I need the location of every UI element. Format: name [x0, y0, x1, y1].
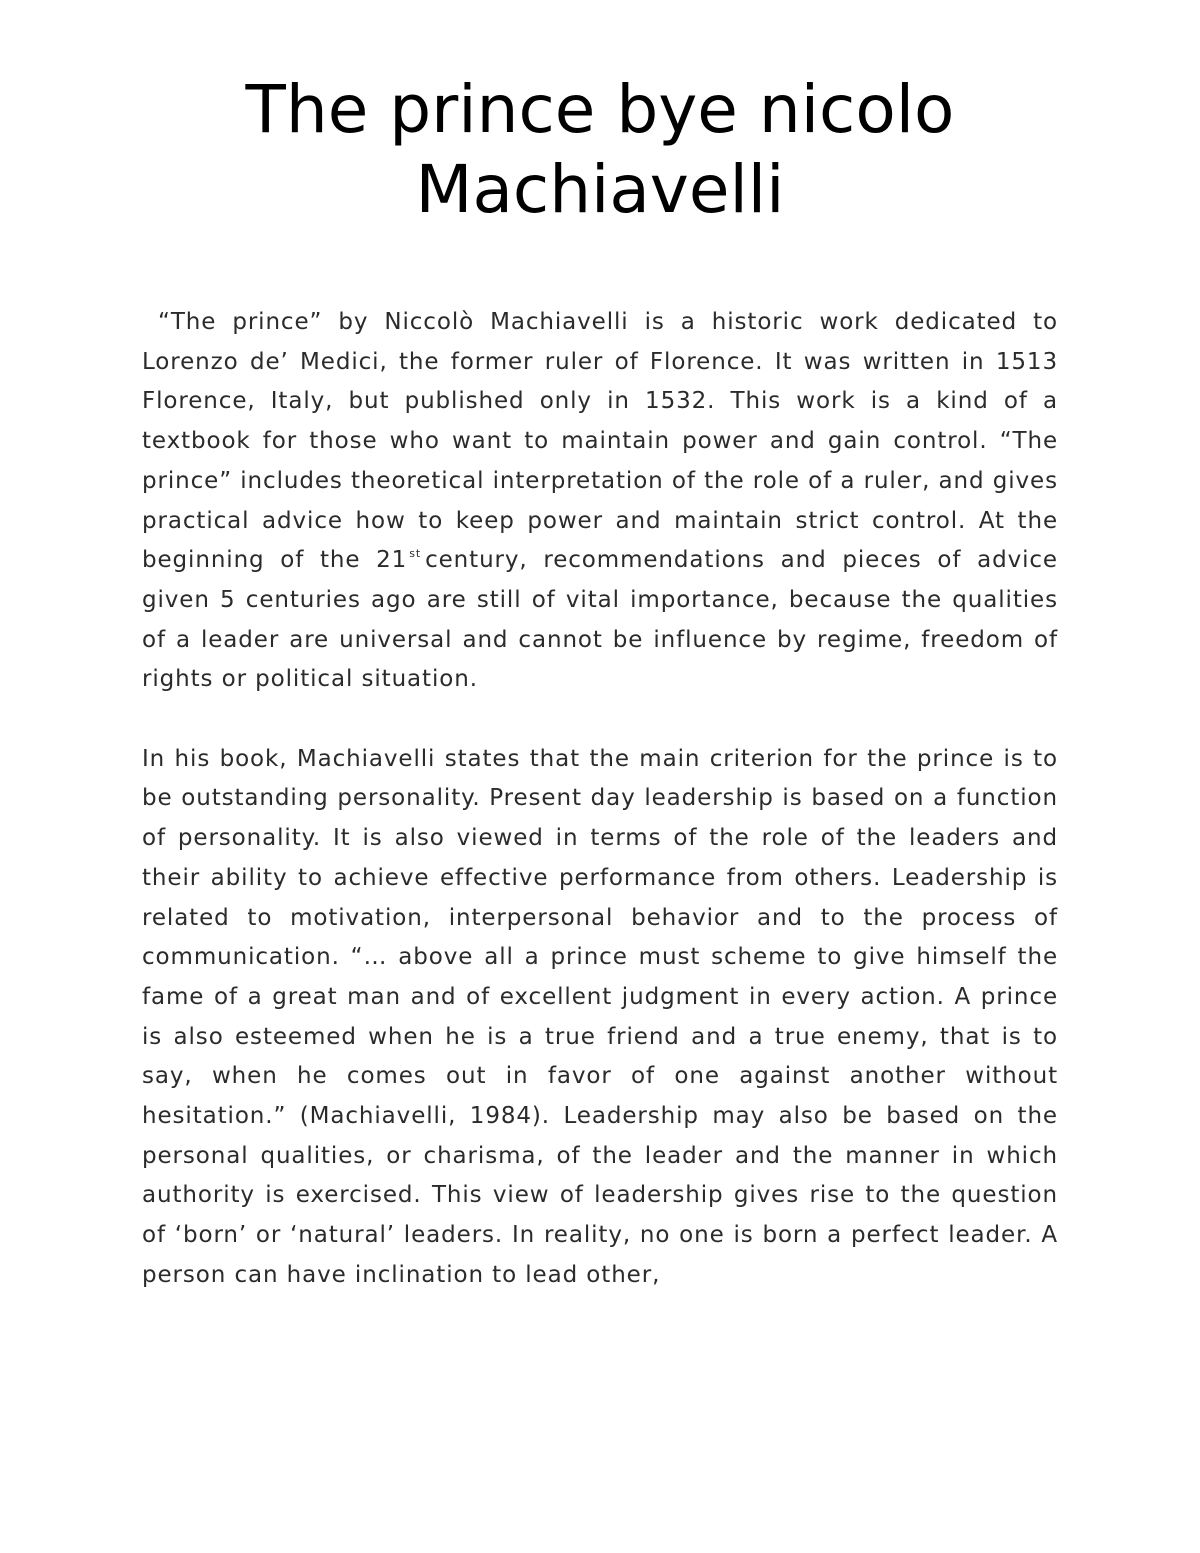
document-body [142, 303, 1058, 1296]
ordinal-superscript: st [409, 547, 422, 561]
title-line-2: Machiavelli [415, 151, 785, 228]
paragraph-1-indent [142, 309, 158, 335]
paragraph-2: In his book, Machiavelli states that the main criterion for the prince is to be outstanding personality. Present day leadership is based on a function of personality. It is also viewed in terms of the role of the leaders and their ability to achieve effective performance from others. Leadership is related to motivation, interpersonal behavior and to the process of communication. “… above all a prince must scheme to give himself the fame of a great man and of excellent judgment in every action. A prince is also esteemed when he is a true friend and a true enemy, that is to say, when he comes out in favor of one against another without hesitation.” (Machiavelli, 1984). Leadership may also be based on the personal qualities, or charisma, of the leader and the manner in which authority is exercised. This view of leadership gives rise to the question of ‘born’ or ‘natural’ leaders. In reality, no one is born a perfect leader. A person can have inclination to lead other, [142, 745, 1058, 1288]
paragraph-1-text-end: century, recommendations and pieces of advice given 5 centuries ago are still of vital importance, because the qualities of a leader are universal and cannot be influence by regime, freedom of rights or political situation. [142, 547, 1058, 693]
document-title [0, 70, 1200, 230]
paragraph-1-text-start: “The prince” by Niccolò Machiavelli is a historic work dedicated to Lorenzo de’ Medici, the former ruler of Florence. It was written in 1513 Florence, Italy, but published only in 1532. This work is a kind of a textbook for those who want to maintain power and gain control. “The prince” includes theoretical interpretation of the role of a ruler, and gives practical advice how to keep power and maintain strict control. At the beginning of the 21 [142, 309, 1058, 574]
title-line-1: The prince bye nicolo [245, 71, 955, 148]
paragraph-1 [142, 303, 1058, 700]
